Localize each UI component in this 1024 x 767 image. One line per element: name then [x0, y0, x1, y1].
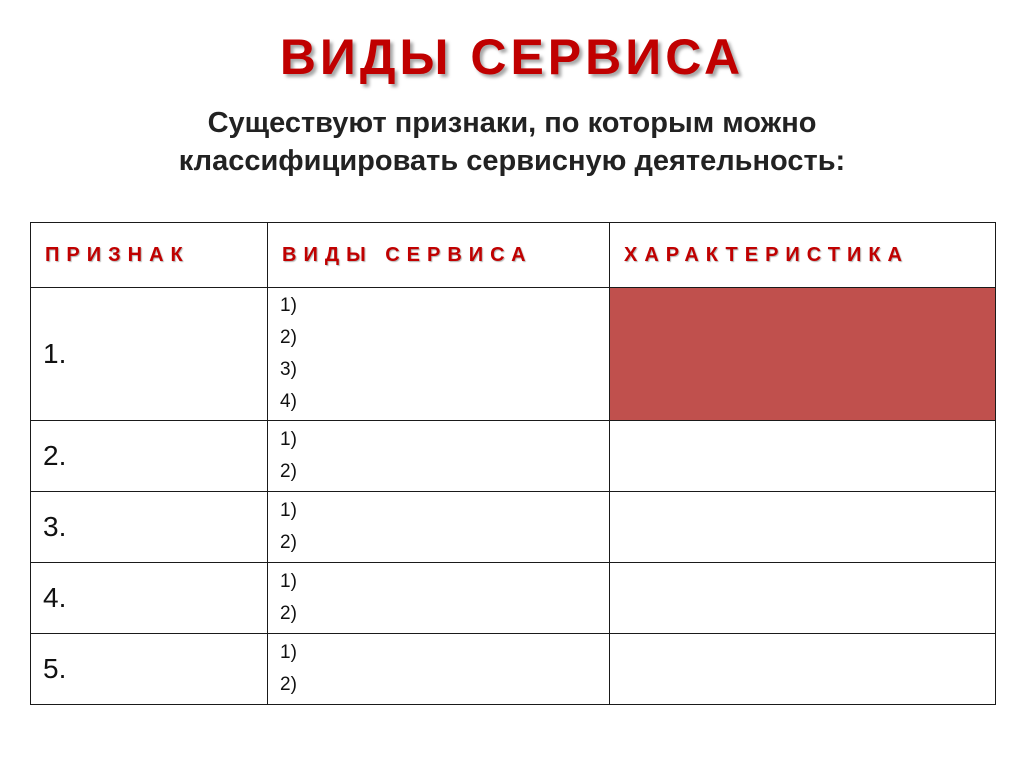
- list-item: 2): [280, 603, 297, 624]
- row-number: 5.: [31, 634, 268, 705]
- characteristic-cell: [610, 421, 996, 492]
- service-types-cell: [268, 634, 610, 705]
- table-row: [31, 288, 996, 421]
- table-row: [31, 492, 996, 563]
- characteristic-cell: [610, 563, 996, 634]
- classification-table: [30, 222, 996, 705]
- characteristic-cell: [610, 634, 996, 705]
- list-item: 3): [280, 359, 297, 380]
- characteristic-cell-highlighted: [610, 288, 996, 421]
- header-service-types: ВИДЫ СЕРВИСА: [268, 223, 610, 288]
- table-row: [31, 634, 996, 705]
- table-header-row: [31, 223, 996, 288]
- row-number: 4.: [31, 563, 268, 634]
- service-types-cell: [268, 421, 610, 492]
- row-number: 1.: [31, 288, 268, 421]
- service-types-cell: [268, 563, 610, 634]
- characteristic-cell: [610, 492, 996, 563]
- subtitle-line-1: Существуют признаки, по которым можно: [207, 107, 817, 139]
- list-item: 2): [280, 461, 297, 482]
- slide-title: ВИДЫ СЕРВИСА: [279, 29, 745, 85]
- list-item: 2): [280, 327, 297, 348]
- slide-subtitle: [0, 104, 1024, 180]
- row-number: 2.: [31, 421, 268, 492]
- list-item: 1): [280, 429, 297, 450]
- row-number: 3.: [31, 492, 268, 563]
- list-item: 1): [280, 642, 297, 663]
- table-row: [31, 421, 996, 492]
- list-item: 1): [280, 571, 297, 592]
- subtitle-line-2: классифицировать сервисную деятельность:: [178, 145, 846, 177]
- service-types-cell: [268, 492, 610, 563]
- table-row: [31, 563, 996, 634]
- list-item: 2): [280, 532, 297, 553]
- list-item: 2): [280, 674, 297, 695]
- list-item: 4): [280, 391, 297, 412]
- header-feature: ПРИЗНАК: [31, 223, 268, 288]
- service-types-cell: [268, 288, 610, 421]
- list-item: 1): [280, 500, 297, 521]
- header-characteristic: ХАРАКТЕРИСТИКА: [610, 223, 996, 288]
- list-item: 1): [280, 295, 297, 316]
